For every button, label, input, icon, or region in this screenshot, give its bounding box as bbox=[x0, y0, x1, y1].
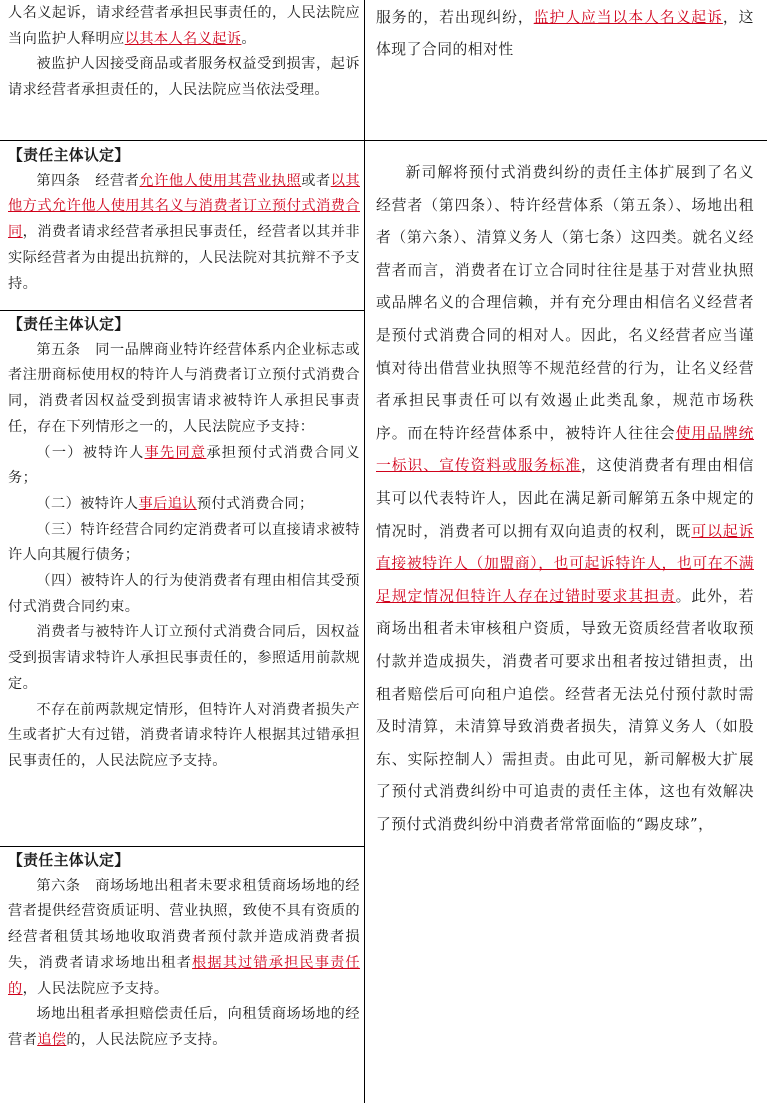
article-5-paragraph-3: 不存在前两款规定情形，但特许人对消费者损失产生或者扩大有过错，消费者请求特许人根据其过错承担民事责任的，人民法院应予支持。 bbox=[8, 701, 360, 769]
article-5-item-2 bbox=[8, 492, 360, 518]
left-cell-guardian bbox=[8, 1, 360, 104]
row-divider-1 bbox=[0, 140, 364, 141]
section-heading: 【责任主体认定】 bbox=[8, 316, 130, 333]
article-6-paragraph-2 bbox=[8, 1002, 360, 1053]
left-cell-article-6 bbox=[8, 848, 360, 1054]
section-heading: 【责任主体认定】 bbox=[8, 852, 130, 869]
article-5-item-1 bbox=[8, 441, 360, 492]
highlight-run: 以其他方式允许他人使用其名义与消费者订立预付式消费合同 bbox=[8, 172, 360, 241]
text-run: 服务的，若出现纠纷， bbox=[376, 9, 534, 26]
text-run: ，这使消费者有理由相信其可以代表特许人，因此在满足新司解第五条中规定的情况时，消费者可以拥有双向追责的权利，既 bbox=[376, 457, 754, 540]
highlight-run: 事先同意 bbox=[144, 444, 207, 461]
text-run: 新司解将预付式消费纠纷的责任主体扩展到了名义经营者（第四条）、特许经营体系（第五条）、场地出租者（第六条）、清算义务人（第七条）这四类。就名义经营者而言，消费者在订立合同时往往是基于对营业执照或品牌名义的合理信赖，并有充分理由相信名义经营者是预付式消费合同的相对人。因此，名义经营者应当谨慎对待出借营业执照等不规范经营的行为，让名义经营者承担民事责任可以有效遏止此类乱象，规范市场秩序。而在特许经营体系中，被特许人往往会 bbox=[376, 164, 754, 442]
highlight-run: 事后追认 bbox=[138, 495, 197, 512]
article-5-paragraph-2: 消费者与被特许人订立预付式消费合同后，因权益受到损害请求特许人承担民事责任的，参照适用前款规定。 bbox=[8, 624, 360, 692]
highlight-run: 根据其过错承担民事责任的 bbox=[8, 954, 360, 997]
highlight-run: 追偿 bbox=[37, 1031, 67, 1048]
article-5-item-4: （四）被特许人的行为使消费者有理由相信其受预付式消费合同约束。 bbox=[8, 573, 360, 615]
text-run: 人名义起诉，请求经营者承担民事责任的，人民法院应当向监护人释明应 bbox=[8, 5, 360, 47]
text-run: ，消费者请求经营者承担民事责任，经营者以其并非实际经营者为由提出抗辩的，人民法院对其抗辩不予支持。 bbox=[8, 224, 360, 292]
text-run: 。此外，若商场出租者未审核租户资质，导致无资质经营者收取预付款并造成损失，消费者可要求出租者按过错担责，出租者赔偿后可向租户追偿。经营者无法兑付预付款时需及时清算，未清算导致消费者损失，清算义务人（如股东、实际控制人）需担责。由此可见，新司解极大扩展了预付式消费纠纷中可追责的责任主体，这也有效解决了预付式消费纠纷中消费者常常面临的“踢皮球”， bbox=[376, 587, 754, 833]
right-cell0-paragraph bbox=[376, 2, 754, 66]
highlight-run: 监护人应当以本人名义起诉 bbox=[533, 9, 723, 26]
right-cell-guardian-comment bbox=[376, 2, 754, 66]
section-heading: 【责任主体认定】 bbox=[8, 147, 130, 164]
left-cell-article-5 bbox=[8, 312, 360, 775]
highlight-run: 以其本人名义起诉 bbox=[124, 30, 242, 47]
text-run: 的，人民法院应予支持。 bbox=[66, 1031, 227, 1048]
text-run: ，这体现了合同的相对性 bbox=[376, 9, 754, 58]
highlight-run: 使用品牌统一标识、宣传资料或服务标准 bbox=[376, 424, 754, 475]
analysis-paragraph bbox=[376, 157, 754, 841]
column-divider bbox=[364, 0, 365, 1103]
left-cell0-paragraph-2: 被监护人因接受商品或者服务权益受到损害，起诉请求经营者承担责任的，人民法院应当依法受理。 bbox=[8, 56, 360, 99]
highlight-run: 允许他人使用其营业执照 bbox=[139, 172, 302, 189]
row-divider-3 bbox=[0, 846, 364, 847]
article-5-intro: 第五条 同一品牌商业特许经营体系内企业标志或者注册商标使用权的特许人与消费者订立预付式消费合同，消费者因权益受到损害请求被特许人承担民事责任，存在下列情形之一的，人民法院应予支持： bbox=[8, 341, 360, 435]
text-run: 或者 bbox=[301, 172, 331, 189]
highlight-run: 可以起诉直接被特许人（加盟商），也可起诉特许人，也可在不满足规定情况但特许人存在过错时要求其担责 bbox=[376, 522, 754, 605]
article-6-text bbox=[8, 874, 360, 1003]
article-5-item-3: （三）特许经营合同约定消费者可以直接请求被特许人向其履行债务； bbox=[8, 521, 360, 564]
text-run: ，人民法院应予支持。 bbox=[22, 980, 169, 997]
text-run: 第四条 经营者 bbox=[36, 172, 140, 189]
left-cell0-paragraph-1 bbox=[8, 1, 360, 52]
text-run: 承担预付式消费合同义务； bbox=[8, 444, 360, 487]
text-run: 预付式消费合同； bbox=[196, 495, 314, 512]
article-4-text bbox=[8, 169, 360, 298]
right-cell-analysis bbox=[376, 157, 754, 841]
row-divider-2 bbox=[0, 310, 364, 311]
row-divider-1-right bbox=[365, 140, 767, 141]
left-cell-article-4 bbox=[8, 143, 360, 297]
text-run: （一）被特许人 bbox=[36, 444, 145, 461]
text-run: （二）被特许人 bbox=[36, 495, 139, 512]
text-run: 。 bbox=[241, 30, 256, 47]
text-run: 场地出租者承担赔偿责任后，向租赁商场场地的经营者 bbox=[8, 1006, 360, 1048]
text-run: 第六条 商场场地出租者未要求租赁商场场地的经营者提供经营资质证明、营业执照，致使不具有资质的经营者租赁其场地收取消费者预付款并造成消费者损失，消费者请求场地出租者 bbox=[8, 877, 360, 971]
